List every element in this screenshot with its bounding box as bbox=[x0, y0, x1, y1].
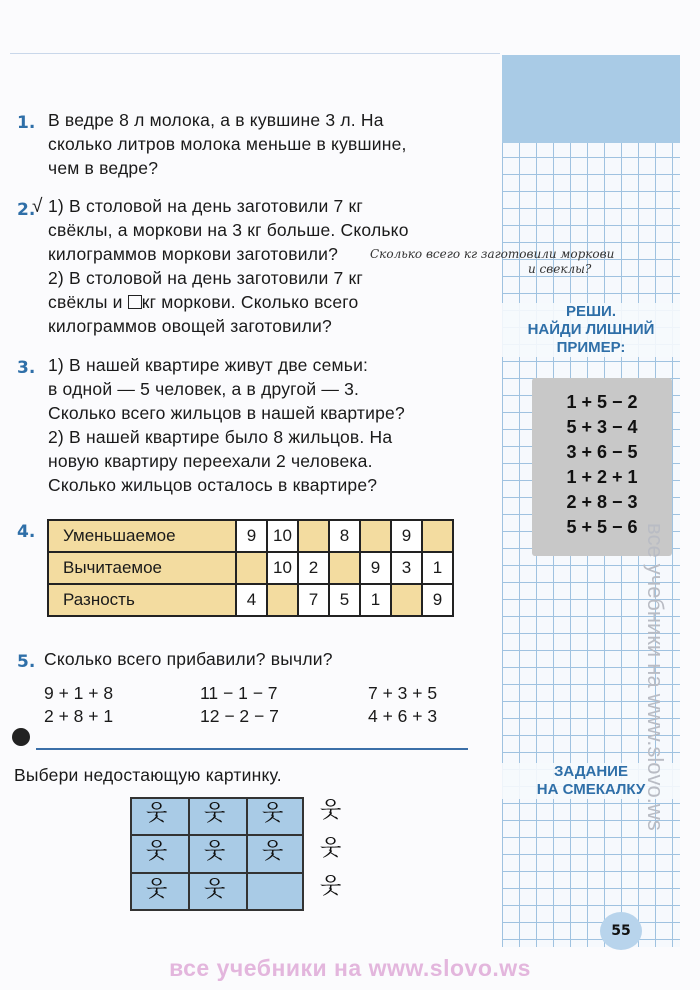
row-header: Вычитаемое bbox=[48, 552, 236, 584]
table-cell: 9 bbox=[391, 520, 422, 552]
stick-figure-icon: 웃 bbox=[262, 839, 284, 864]
blank-square bbox=[128, 295, 142, 309]
page-number: 55 bbox=[600, 912, 642, 950]
table-cell: 9 bbox=[360, 552, 391, 584]
stick-figure-grid bbox=[130, 797, 304, 911]
example-item: 3 + 6 − 5 bbox=[566, 442, 638, 462]
table-cell bbox=[422, 520, 453, 552]
grid-line bbox=[130, 834, 304, 836]
sidebar-heading-line: НА СМЕКАЛКУ bbox=[536, 781, 646, 798]
table-cell: 3 bbox=[391, 552, 422, 584]
sidebar-heading-solve bbox=[502, 303, 680, 357]
task3-line: 2) В нашей квартире было 8 жильцов. На bbox=[48, 427, 393, 447]
row-header: Уменьшаемое bbox=[48, 520, 236, 552]
answer-option-figure-icon[interactable]: 웃 bbox=[320, 798, 342, 823]
grid-line bbox=[188, 797, 190, 911]
table-cell bbox=[236, 552, 267, 584]
footer-watermark: все учебники на www.slovo.ws bbox=[169, 955, 531, 981]
task1-line: чем в ведре? bbox=[48, 158, 159, 178]
example-item: 5 + 5 − 6 bbox=[566, 517, 638, 537]
example-item: 2 + 8 − 3 bbox=[566, 492, 638, 512]
check-mark: √ bbox=[32, 196, 43, 217]
grid-line bbox=[130, 909, 304, 911]
task-number: 5. bbox=[17, 652, 36, 672]
table-cell bbox=[360, 520, 391, 552]
task3-line: Сколько всего жильцов в нашей квартире? bbox=[48, 403, 405, 423]
sum-expression: 2 + 8 + 1 bbox=[44, 706, 114, 726]
table-cell: 9 bbox=[236, 520, 267, 552]
table-cell: 9 bbox=[422, 584, 453, 616]
sum-expression: 12 − 2 − 7 bbox=[200, 706, 279, 726]
grid-line bbox=[130, 872, 304, 874]
table-cell: 10 bbox=[267, 552, 298, 584]
task2-line: килограммов овощей заготовили? bbox=[48, 316, 332, 336]
stick-figure-icon: 웃 bbox=[204, 839, 226, 864]
sidebar-heading-line: ПРИМЕР: bbox=[556, 339, 626, 356]
sum-expression: 7 + 3 + 5 bbox=[368, 683, 438, 703]
stick-figure-icon: 웃 bbox=[262, 801, 284, 826]
sidebar-heading-line: ЗАДАНИЕ bbox=[554, 763, 628, 780]
table-cell: 8 bbox=[329, 520, 360, 552]
handwritten-note: и свеклы? bbox=[528, 262, 592, 276]
table-cell: 7 bbox=[298, 584, 329, 616]
task2-line: килограммов моркови заготовили? bbox=[48, 244, 339, 264]
handwritten-note: Сколько всего кг заготовили моркови bbox=[370, 247, 615, 261]
subtraction-table bbox=[47, 519, 454, 617]
side-watermark-text: все учебники на www.slovo.ws bbox=[643, 523, 668, 831]
table-row bbox=[48, 520, 453, 552]
answer-option-figure-icon[interactable]: 웃 bbox=[320, 836, 342, 861]
stick-figure-icon: 웃 bbox=[146, 801, 168, 826]
table-cell: 1 bbox=[360, 584, 391, 616]
example-item: 5 + 3 − 4 bbox=[566, 417, 638, 437]
task1-line: В ведре 8 л молока, а в кувшине 3 л. На bbox=[48, 110, 384, 130]
table-row bbox=[48, 584, 453, 616]
task2-text: кг моркови. Сколько всего bbox=[141, 292, 359, 312]
table-cell: 1 bbox=[422, 552, 453, 584]
table-row bbox=[48, 552, 453, 584]
row-header: Разность bbox=[48, 584, 236, 616]
example-item: 1 + 5 − 2 bbox=[566, 392, 638, 412]
task3-line: новую квартиру переехали 2 человека. bbox=[48, 451, 373, 471]
sidebar-header-band bbox=[502, 55, 680, 143]
sum-expression: 9 + 1 + 8 bbox=[44, 683, 114, 703]
grid-line bbox=[130, 797, 132, 911]
task-number: 2. bbox=[17, 200, 36, 220]
task2-line: свёклы, а моркови на 3 кг больше. Сколько bbox=[48, 220, 409, 240]
sidebar-heading-line: РЕШИ. bbox=[565, 303, 617, 320]
sum-expression: 4 + 6 + 3 bbox=[368, 706, 438, 726]
stick-figure-icon: 웃 bbox=[204, 801, 226, 826]
grid-line bbox=[246, 797, 248, 911]
task2-line bbox=[48, 292, 358, 313]
task5-question: Сколько всего прибавили? вычли? bbox=[44, 649, 333, 669]
task2-line: 2) В столовой на день заготовили 7 кг bbox=[48, 268, 363, 288]
task2-line: 1) В столовой на день заготовили 7 кг bbox=[48, 196, 363, 216]
puzzle-question: Выбери недостающую картинку. bbox=[14, 765, 282, 785]
table-cell bbox=[298, 520, 329, 552]
example-item: 1 + 2 + 1 bbox=[566, 467, 638, 487]
task2-text: свёклы и bbox=[48, 292, 123, 312]
table-cell: 4 bbox=[236, 584, 267, 616]
table-cell: 5 bbox=[329, 584, 360, 616]
task-number: 1. bbox=[17, 113, 36, 133]
sum-expression: 11 − 1 − 7 bbox=[200, 683, 278, 703]
task3-line: в одной — 5 человек, а в другой — 3. bbox=[48, 379, 360, 399]
table-cell: 2 bbox=[298, 552, 329, 584]
table-cell bbox=[267, 584, 298, 616]
table-cell bbox=[391, 584, 422, 616]
task1-line: сколько литров молока меньше в кувшине, bbox=[48, 134, 407, 154]
task-number: 4. bbox=[17, 522, 36, 542]
grid-line bbox=[130, 797, 304, 799]
stick-figure-icon: 웃 bbox=[204, 877, 226, 902]
answer-option-figure-icon[interactable]: 웃 bbox=[320, 874, 342, 899]
top-rule bbox=[10, 53, 500, 54]
table-cell: 10 bbox=[267, 520, 298, 552]
section-divider bbox=[36, 748, 468, 750]
sidebar-heading-line: НАЙДИ ЛИШНИЙ bbox=[527, 321, 655, 338]
task3-line: Сколько жильцов осталось в квартире? bbox=[48, 475, 378, 495]
bullet-dot-icon bbox=[12, 728, 30, 746]
table-cell bbox=[329, 552, 360, 584]
stick-figure-icon: 웃 bbox=[146, 839, 168, 864]
task-number: 3. bbox=[17, 358, 36, 378]
stick-figure-icon: 웃 bbox=[146, 877, 168, 902]
grid-line bbox=[302, 797, 304, 911]
task3-line: 1) В нашей квартире живут две семьи: bbox=[48, 355, 369, 375]
